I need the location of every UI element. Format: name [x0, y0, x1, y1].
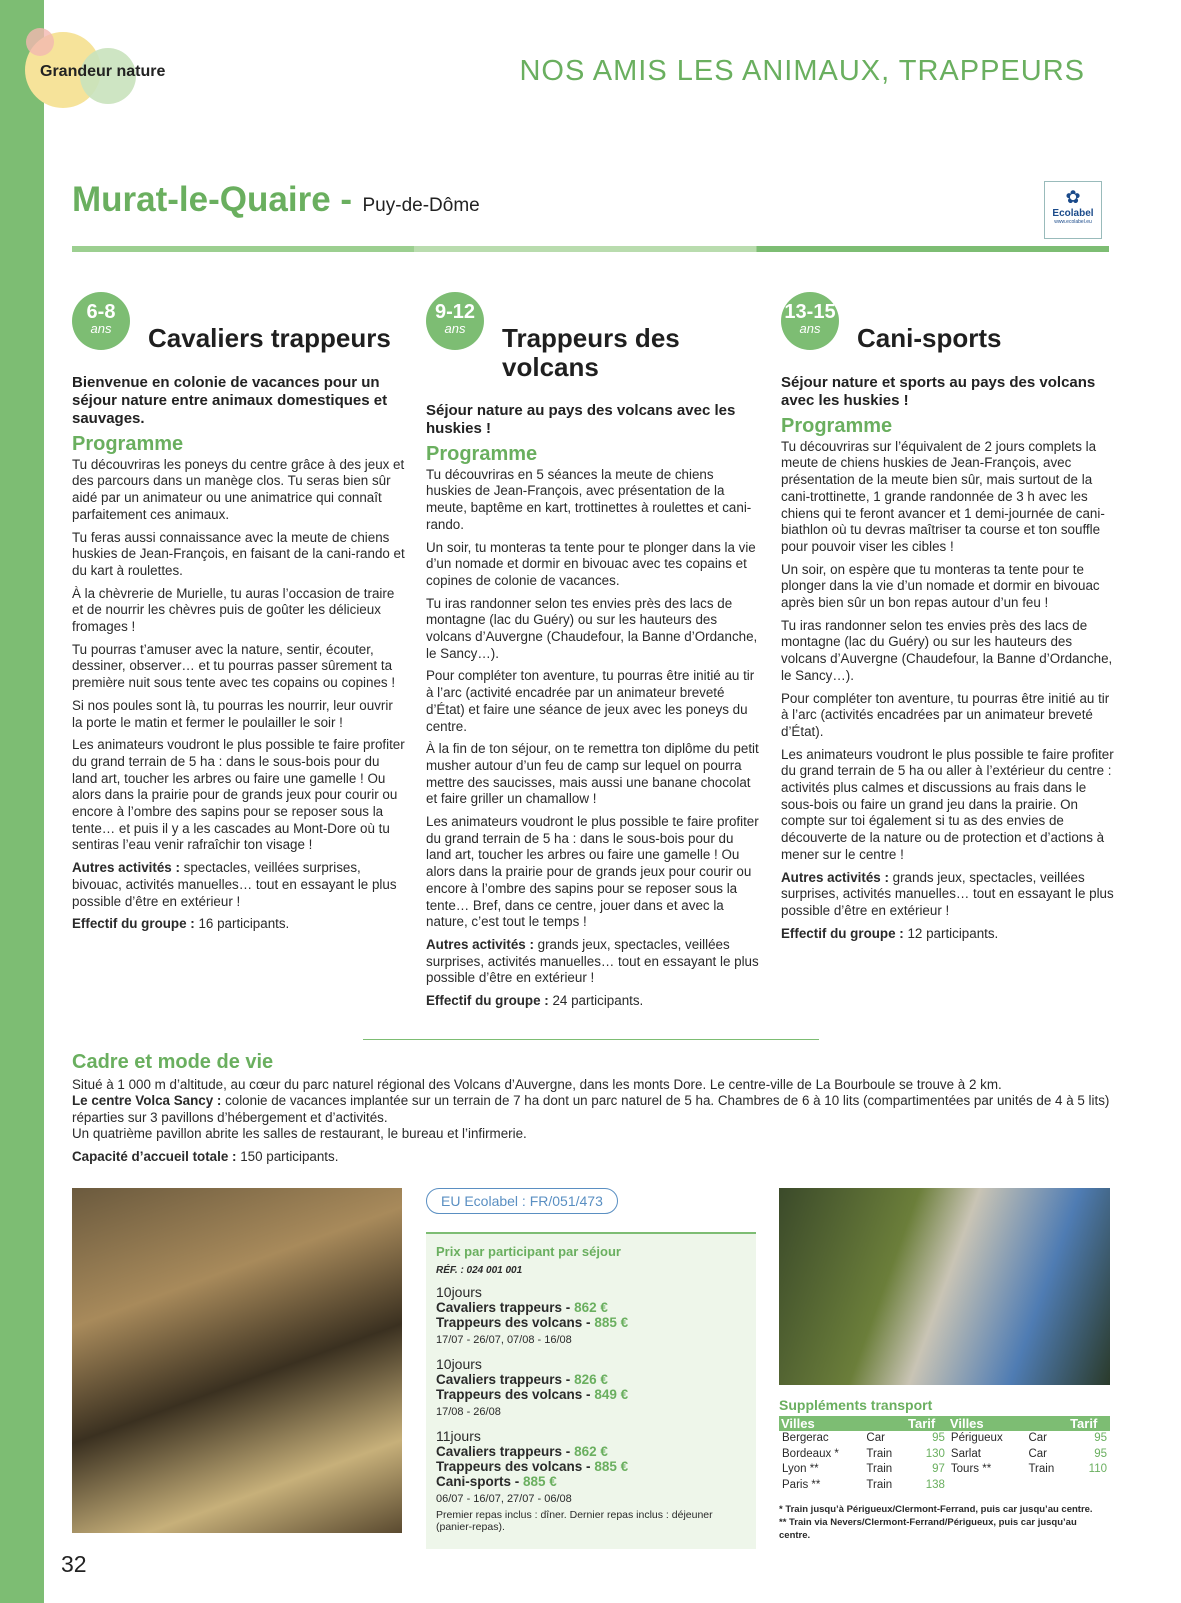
flower-icon: ✿	[1065, 187, 1081, 207]
price: 95	[1094, 1447, 1107, 1460]
price: 110	[1088, 1463, 1107, 1475]
programme-heading: Programme	[72, 433, 184, 455]
mode: Train	[866, 1478, 893, 1491]
age-unit: ans	[444, 321, 466, 336]
footnote: * Train jusqu’à Périgueux/Clermont-Ferrand, puis car jusqu’au centre.	[779, 1504, 1093, 1515]
price: 885 €	[594, 1315, 629, 1330]
group-size	[426, 993, 760, 1010]
paragraph: Un soir, tu monteras ta tente pour te plonger dans la vie d’un nomade et dormir en bivouac avec tes copains et copines de colonie de vacances.	[426, 539, 756, 588]
paragraph: Tu feras aussi connaissance avec la meute de chiens huskies de Jean-François, en faisant de la cani-rando et du kart à roulettes.	[72, 529, 405, 578]
label: Capacité d’accueil totale :	[72, 1148, 237, 1164]
age-badge	[426, 292, 484, 350]
paragraph: Les animateurs voudront le plus possible te faire profiter du grand terrain de 5 ha : dans le sous-bois pour du land art, toucher les arbres ou faire une gamelle ! Ou alors dans la prairie pour de grands jeux pour courir ou encore à l’ombre des sapins pour se reposer sous la tente… et puis il y a les cascades au Mont-Dore où tu sentiras l’eau venir rafraîchir ton visage !	[72, 737, 405, 853]
table-row	[779, 1478, 1110, 1494]
value: 24 participants.	[548, 993, 644, 1009]
paragraph: Tu iras randonner selon tes envies près des lacs de montagne (lac du Guéry) ou sur les hauteurs des volcans d’Auvergne (Chaudefour, la Banne d’Ordanche, le Sancy…).	[781, 617, 1113, 683]
dates: 17/07 - 26/07, 07/08 - 16/08	[436, 1334, 572, 1346]
value: colonie de vacances implantée sur un terrain de 7 ha dont un parc naturel de 5 ha. Chambres de 6 à 10 lits (compartimentées par unités de 4 à 5 lits) réparties sur 3 pavillons d’hébergement et d’activités.	[72, 1093, 1110, 1125]
price: 95	[1094, 1432, 1107, 1444]
section-label: Grandeur nature	[40, 63, 166, 80]
city: Sarlat	[950, 1447, 981, 1460]
price-block	[436, 1284, 746, 1346]
paragraph: Tu iras randonner selon tes envies près des lacs de montagne (lac du Guéry) ou sur les hauteurs des volcans d’Auvergne (Chaudefour, la Banne d’Ordanche, le Sancy…).	[426, 595, 758, 661]
price: 95	[932, 1432, 945, 1444]
other-activities	[426, 937, 760, 987]
city: Bergerac	[782, 1432, 829, 1444]
paragraph: À la fin de ton séjour, on te remettra ton diplôme du petit musher autour d’un feu de camp sur lequel on pourra mettre des saucisses, mais aussi une banane chocolat et faire griller un chamallow !	[426, 741, 759, 807]
price-title: Prix par participant par séjour	[436, 1244, 621, 1259]
header-cell: Villes	[948, 1416, 1026, 1431]
place-heading	[72, 180, 480, 220]
meal-note: Premier repas inclus : dîner. Dernier repas inclus : déjeuner (panier-repas).	[436, 1509, 713, 1533]
camp-title: Cani-sports	[857, 323, 1002, 353]
table-row	[779, 1462, 1110, 1478]
price-line	[436, 1459, 746, 1474]
section-divider	[363, 1039, 819, 1040]
price-block	[436, 1428, 746, 1533]
capacity	[72, 1149, 1112, 1166]
age-badge	[72, 292, 130, 350]
mode: Train	[866, 1447, 893, 1460]
camp-name: Cavaliers trappeurs -	[436, 1444, 575, 1459]
price: 862 €	[574, 1300, 608, 1315]
mode: Train	[866, 1463, 893, 1475]
page-title: NOS AMIS LES ANIMAUX, TRAPPEURS	[519, 55, 1085, 87]
paragraph: Tu pourras t’amuser avec la nature, sentir, écouter, dessiner, observer… et tu pourras passer sûrement ta première nuit sous tente avec tes copains ou copines !	[72, 641, 396, 691]
camp-name: Trappeurs des volcans -	[436, 1315, 595, 1330]
department-name: Puy-de-Dôme	[362, 195, 480, 216]
paragraph: Les animateurs voudront le plus possible te faire profiter du grand terrain de 5 ha ou aller à l’extérieur du centre : activités plus calmes et discussions au frais dans le sous-bois ou faire un grand jeu dans la prairie. On compte sur toi également si tu as des envies de découverte de la nature ou de protection et d’actions à mener sur le centre !	[781, 746, 1114, 862]
paragraph: Un soir, on espère que tu monteras ta tente pour te plonger dans la vie d’un nomade et dormir en bivouac après bien sûr un bon repas autour d’un feu !	[781, 561, 1100, 611]
price-line	[436, 1444, 746, 1459]
mode: Car	[1028, 1432, 1047, 1444]
city: Périgueux	[950, 1432, 1003, 1444]
price: 138	[925, 1478, 945, 1491]
cadre-section	[72, 1051, 1112, 1165]
cadre-line: Un quatrième pavillon abrite les salles de restaurant, le bureau et l’infirmerie.	[72, 1126, 527, 1141]
price: 130	[925, 1447, 945, 1460]
duration: 10jours	[436, 1284, 482, 1300]
value: 16 participants.	[194, 916, 290, 932]
mode	[1025, 1478, 1068, 1494]
price	[1068, 1478, 1110, 1494]
label: Autres activités :	[781, 869, 889, 885]
camp-intro: Bienvenue en colonie de vacances pour un séjour nature entre animaux domestiques et sauvages.	[72, 374, 388, 427]
city	[948, 1478, 1026, 1494]
paragraph: À la chèvrerie de Murielle, tu auras l’occasion de traire et de nourrir les chèvres puis de goûter les délicieux fromages !	[72, 585, 395, 635]
camp-name: Cavaliers trappeurs -	[436, 1300, 575, 1315]
price: 97	[932, 1463, 945, 1475]
children-feeding-goats-photo	[72, 1188, 402, 1533]
ecolabel-url: www.ecolabel.eu	[1054, 219, 1092, 225]
programme-heading: Programme	[781, 415, 893, 437]
cadre-line	[72, 1093, 1112, 1126]
table-row	[779, 1431, 1110, 1447]
age-range: 6-8	[86, 301, 116, 323]
header-cell: Villes	[779, 1416, 863, 1431]
supplements-table	[779, 1416, 1110, 1493]
paragraph: Si nos poules sont là, tu pourras les nourrir, leur ouvrir la porte le matin et fermer le poulailler le soir !	[72, 697, 393, 730]
city: Bordeaux *	[782, 1447, 839, 1460]
mode: Car	[1028, 1447, 1047, 1460]
ecolabel-logo	[1044, 181, 1102, 239]
reference: RÉF. : 024 001 001	[436, 1265, 523, 1276]
city: Lyon **	[782, 1463, 819, 1475]
group-size	[781, 926, 1115, 943]
paragraph: Tu découvriras les poneys du centre grâce à des jeux et des parcours dans un manège clos. Tu seras bien sûr aidé par un animateur ou une animatrice qui connaît parfaitement ces animaux.	[72, 456, 405, 522]
cadre-heading: Cadre et mode de vie	[72, 1051, 274, 1073]
age-unit: ans	[799, 321, 821, 336]
price-line	[436, 1300, 746, 1315]
price-line	[436, 1315, 746, 1330]
programme-heading: Programme	[426, 443, 538, 465]
supplements-title: Suppléments transport	[779, 1397, 933, 1413]
camp-intro: Séjour nature au pays des volcans avec les huskies !	[426, 402, 736, 437]
value: 150 participants.	[236, 1148, 339, 1164]
city: Tours **	[950, 1463, 992, 1475]
price: 849 €	[594, 1387, 629, 1402]
header-cell	[1025, 1416, 1068, 1431]
age-badge	[781, 292, 839, 350]
price: 862 €	[574, 1444, 608, 1459]
mode: Train	[1028, 1463, 1055, 1475]
camp-name: Trappeurs des volcans -	[436, 1387, 595, 1402]
city: Paris **	[782, 1478, 821, 1491]
group-size	[72, 916, 406, 933]
label: Le centre Volca Sancy :	[72, 1093, 222, 1108]
price-line	[436, 1387, 746, 1402]
dates: 17/08 - 26/08	[436, 1406, 501, 1418]
dates: 06/07 - 16/07, 27/07 - 06/08	[436, 1493, 572, 1505]
age-range: 9-12	[434, 301, 476, 323]
price: 826 €	[574, 1372, 608, 1387]
value: 12 participants.	[903, 925, 999, 941]
value: grands jeux, spectacles, veillées surprises, activités manuelles… tout en essayant le plus possible d’être en extérieur !	[781, 869, 1114, 918]
header-cell	[863, 1416, 906, 1431]
green-sidebar	[0, 0, 44, 1603]
age-range: 13-15	[784, 301, 836, 323]
camp-name: Trappeurs des volcans -	[436, 1459, 595, 1474]
label: Autres activités :	[426, 936, 534, 952]
ecolabel-badge: EU Ecolabel : FR/051/473	[426, 1188, 618, 1214]
camp-title: Trappeurs des volcans	[502, 323, 680, 382]
value: spectacles, veillées surprises, bivouac, activités manuelles… tout en essayant le plus possible d’être en extérieur !	[72, 860, 397, 909]
camp-title: Cavaliers trappeurs	[148, 323, 391, 353]
ecolabel-text: Ecolabel	[1052, 208, 1094, 219]
paragraph: Les animateurs voudront le plus possible te faire profiter du grand terrain de 5 ha : dans le sous-bois pour du land art, toucher les arbres ou faire une gamelle ! Ou alors dans la prairie pour de grands jeux pour courir ou encore à l’ombre des sapins pour se reposer sous la tente… Bref, dans ce centre, jouer dans et avec la nature, c’est tout le temps !	[426, 814, 759, 930]
transport-supplements	[779, 1397, 1110, 1542]
decor-circle-pink	[26, 28, 54, 56]
paragraph: Pour compléter ton aventure, tu pourras être initié au tir à l’arc (activités encadrées par un animateur breveté d’État).	[781, 690, 1110, 739]
camp-name: Cani-sports -	[436, 1474, 524, 1489]
label: Effectif du groupe :	[426, 993, 549, 1009]
footnote: ** Train via Nevers/Clermont-Ferrand/Périgueux, puis car jusqu’au centre.	[779, 1517, 1077, 1541]
page-number: 32	[61, 1551, 87, 1577]
price-line	[436, 1372, 746, 1387]
duration: 10jours	[436, 1356, 482, 1372]
footnotes	[779, 1503, 1110, 1542]
price: 885 €	[594, 1459, 629, 1474]
price-line	[436, 1474, 746, 1489]
age-unit: ans	[90, 321, 112, 336]
mode: Car	[866, 1432, 885, 1444]
duration: 11jours	[436, 1428, 481, 1444]
price: 885 €	[523, 1474, 557, 1489]
camp-name: Cavaliers trappeurs -	[436, 1372, 575, 1387]
paragraph: Tu découvriras en 5 séances la meute de chiens huskies de Jean-François, avec présentation de la meute, baptême en kart, trottinettes à roulettes et cani-rando.	[426, 466, 752, 532]
header-cell: Tarif	[1068, 1416, 1110, 1431]
paragraph: Pour compléter ton aventure, tu pourras être initié au tir à l’arc (activité encadrée par un animateur breveté d’État) et faire une séance de jeux avec les poneys du centre.	[426, 668, 755, 734]
other-activities	[72, 860, 406, 910]
paragraph: Tu découvriras sur l’équivalent de 2 jours complets la meute de chiens huskies de Jean-François, avec présentation de la meute bien sûr, mais surtout de la cani-trottinette, 1 grande randonnée de 3 h avec les chiens qui te feront avancer et 1 demi-journée de cani-biathlon où tu devras maîtriser ta course et ton souffle pour pouvoir viser les cibles !	[781, 438, 1105, 554]
price-box	[426, 1232, 756, 1549]
town-name: Murat-le-Quaire -	[72, 180, 353, 219]
label: Effectif du groupe :	[72, 916, 195, 932]
other-activities	[781, 870, 1115, 920]
value: grands jeux, spectacles, veillées surprises, activités manuelles… tout en essayant le plus possible d’être en extérieur !	[426, 936, 759, 986]
label: Autres activités :	[72, 860, 180, 876]
title-rule	[72, 246, 1109, 252]
price-block	[436, 1356, 746, 1418]
label: Effectif du groupe :	[781, 925, 904, 941]
header-cell: Tarif	[906, 1416, 948, 1431]
camp-intro: Séjour nature et sports au pays des volcans avec les huskies !	[781, 374, 1096, 409]
table-row	[779, 1447, 1110, 1463]
girl-with-husky-photo	[779, 1188, 1110, 1385]
cadre-line: Situé à 1 000 m d’altitude, au cœur du parc naturel régional des Volcans d’Auvergne, dans les monts Dore. Le centre-ville de La Bourboule se trouve à 2 km.	[72, 1076, 1002, 1092]
